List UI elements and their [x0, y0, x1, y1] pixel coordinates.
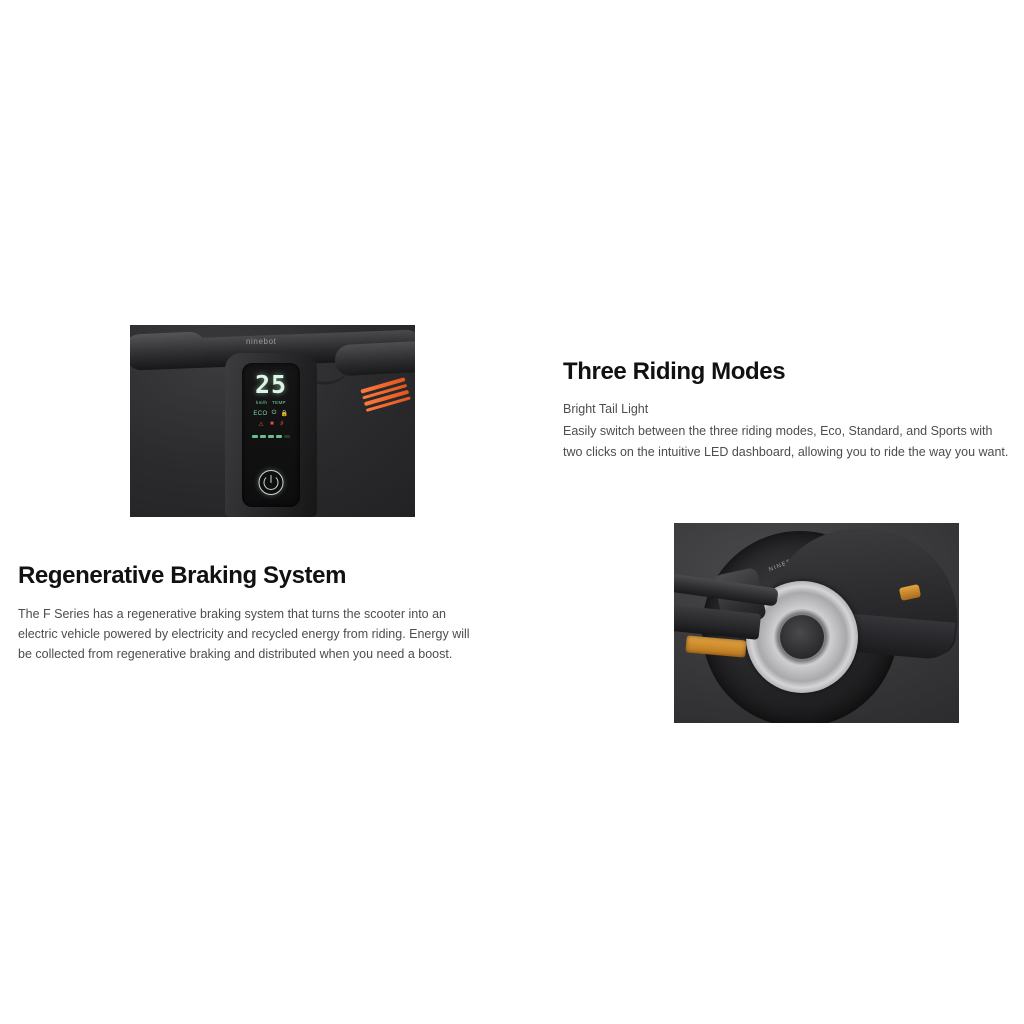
regenerative-braking-heading: Regenerative Braking System — [18, 562, 347, 589]
dashboard-photo — [130, 325, 415, 517]
rear-wheel-photo — [674, 523, 959, 723]
speed-unit-label: km/h — [256, 400, 268, 405]
bluetooth-icon: ⏻ — [271, 410, 277, 416]
three-riding-modes-body: Easily switch between the three riding modes, Eco, Standard, and Sports with two clicks on the intuitive LED dashboard, allowing you to ride the way you want. — [563, 424, 1009, 459]
battery-warning-icon: ■ — [270, 421, 275, 427]
battery-indicator — [252, 435, 290, 438]
temperature-warning-icon: ♯ — [280, 421, 284, 427]
speed-unit-row — [256, 400, 286, 405]
warning-icon: ⚠ — [258, 422, 265, 428]
power-button-icon — [259, 470, 284, 495]
battery-segment — [260, 435, 266, 438]
regenerative-braking-body: The F Series has a regenerative braking system that turns the scooter into an electric vehicle powered by electricity and recycled energy from riding. Energy will be collected from regenerative braking and distributed when you need a boost. — [18, 606, 470, 662]
three-riding-modes-subheading: Bright Tail Light — [563, 401, 649, 416]
riding-mode-label: ECO — [253, 410, 268, 417]
battery-segment — [276, 435, 282, 438]
ninebot-logo: ninebot — [246, 337, 277, 346]
temp-unit-label: TEMP — [272, 400, 286, 405]
three-riding-modes-section — [563, 358, 1015, 462]
battery-segment — [268, 435, 274, 438]
riding-mode-row — [253, 410, 288, 417]
led-dashboard-panel — [242, 363, 300, 507]
battery-segment — [252, 435, 258, 438]
handlebar-grip-left — [130, 331, 207, 368]
warning-icon-row — [258, 421, 283, 428]
regenerative-braking-section — [18, 562, 470, 664]
lock-icon: 🔒 — [280, 411, 289, 417]
speed-readout: 25 — [254, 370, 288, 399]
battery-segment — [284, 435, 290, 438]
three-riding-modes-heading: Three Riding Modes — [563, 358, 786, 385]
